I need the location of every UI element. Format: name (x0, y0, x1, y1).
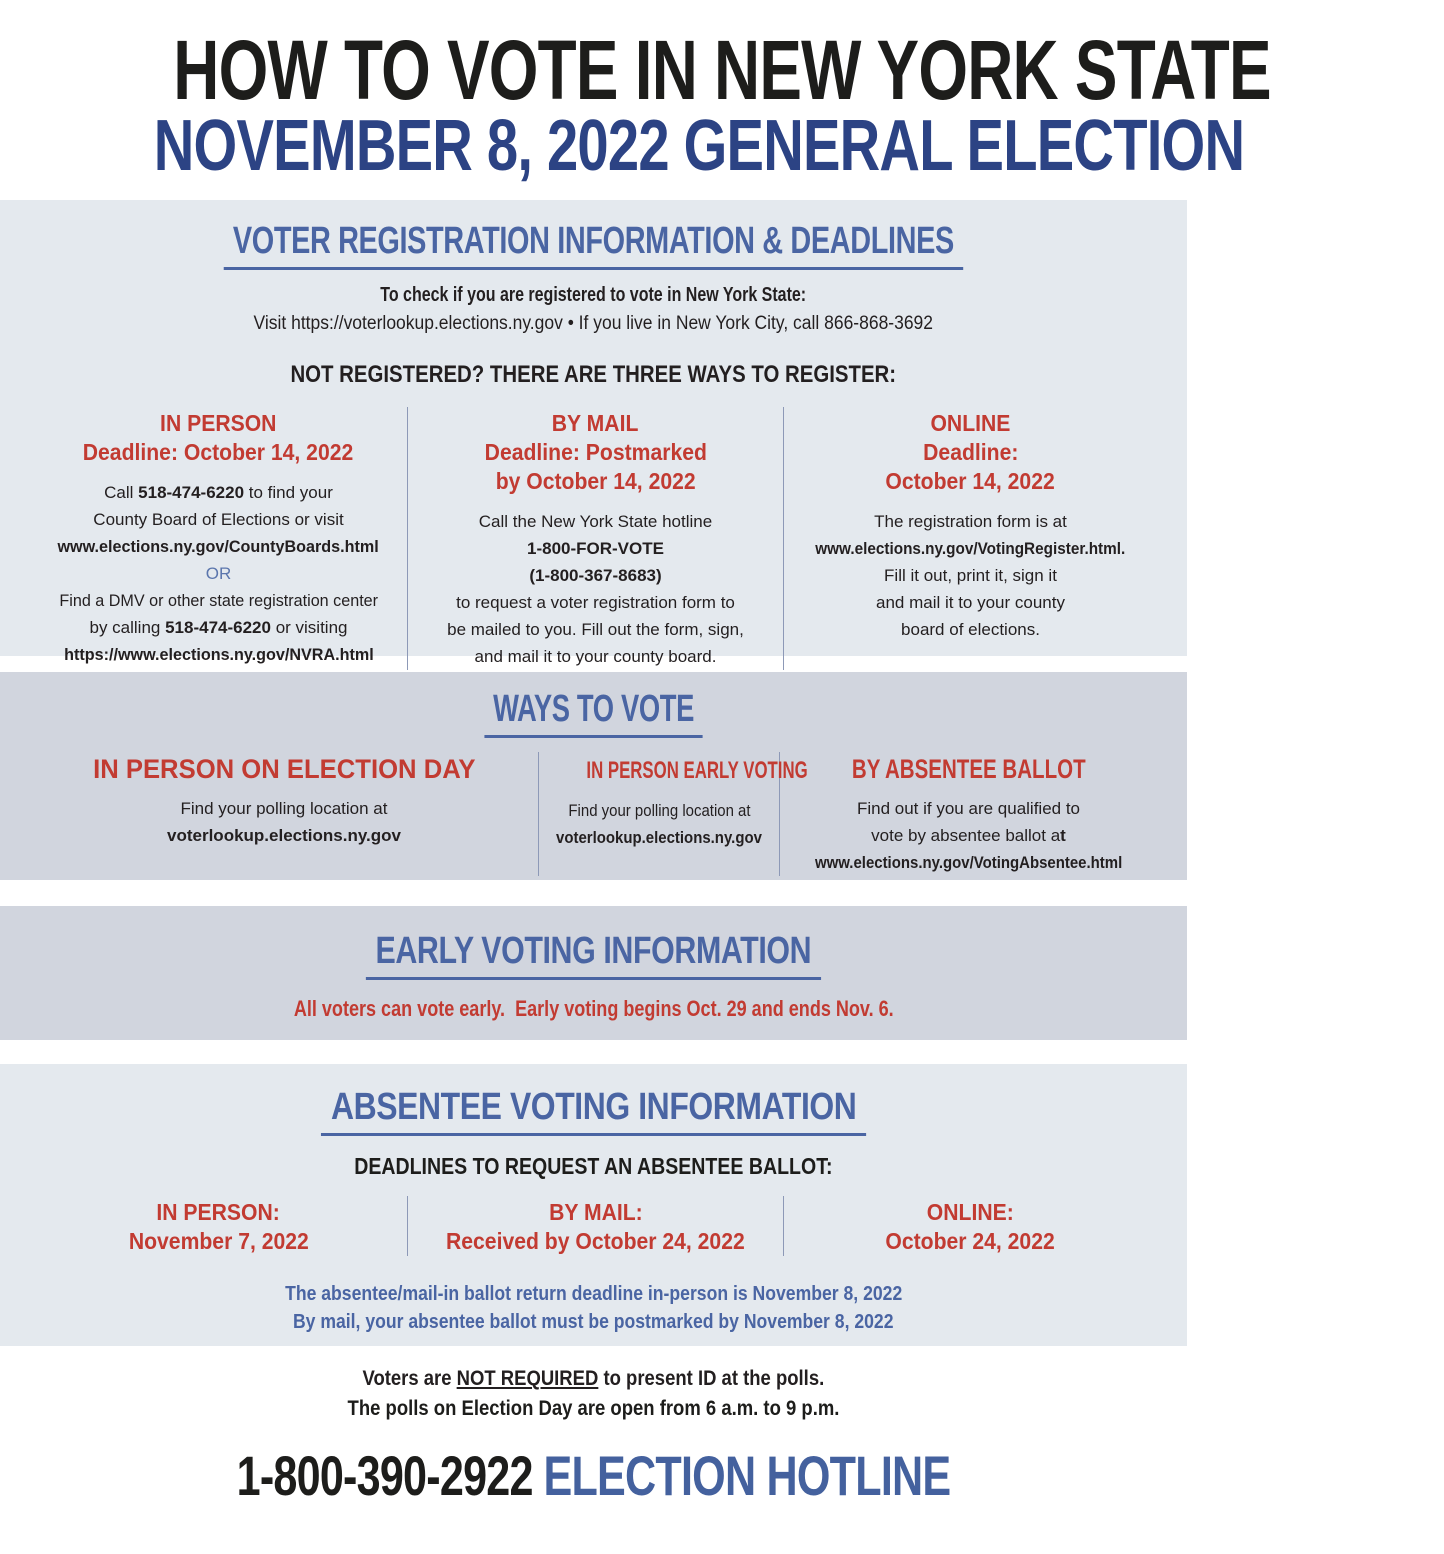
column-header: BY MAIL: Received by October 24, 2022 (446, 1199, 745, 1254)
registration-column-in-person (30, 407, 407, 670)
voter-id-line: Voters are NOT REQUIRED to present ID at the polls. (362, 1367, 825, 1390)
early-voting-message: All voters can vote early. Early voting begins Oct. 29 and ends Nov. 6. (293, 996, 894, 1021)
flyer-header (0, 0, 1271, 200)
section-voter-registration (0, 200, 1187, 666)
poll-hours-line: The polls on Election Day are open from 6 a.m. to 9 p.m. (347, 1397, 840, 1420)
page-title: HOW TO VOTE IN NEW YORK STATE (173, 23, 1271, 117)
column-body: Find your polling location at voterlookup.elections.ny.gov (556, 801, 762, 847)
section-heading-ways-to-vote: WAYS TO VOTE (30, 672, 1157, 738)
ways-column-election-day (30, 752, 538, 876)
absentee-column-online (784, 1196, 1157, 1256)
section-heading-absentee-voting: ABSENTEE VOTING INFORMATION (30, 1064, 1157, 1136)
registration-check-title: To check if you are registered to vote in New York State: (380, 284, 807, 306)
hotline-label: ELECTION HOTLINE (543, 1444, 951, 1507)
absentee-column-by-mail (407, 1196, 784, 1256)
column-header: BY ABSENTEE BALLOT (851, 754, 1086, 784)
column-header: IN PERSON ON ELECTION DAY (92, 754, 476, 784)
column-header: IN PERSON Deadline: October 14, 2022 (83, 410, 354, 465)
ways-to-vote-columns (30, 752, 1157, 876)
registration-three-ways-title: NOT REGISTERED? THERE ARE THREE WAYS TO REGISTER: (290, 361, 897, 388)
section-early-voting (0, 906, 1187, 1040)
column-header: ONLINE: October 24, 2022 (885, 1199, 1056, 1254)
section-ways-to-vote (0, 672, 1187, 880)
election-hotline (0, 1444, 1187, 1507)
column-body: Find out if you are qualified to vote by absentee ballot at www.elections.ny.gov/VotingAbsentee.html (814, 799, 1123, 872)
absentee-note: By mail, your absentee ballot must be postmarked by November 8, 2022 (293, 1311, 894, 1333)
section-absentee-voting (0, 1064, 1187, 1346)
ways-column-absentee-ballot (780, 752, 1157, 876)
registration-check-info: Visit https://voterlookup.elections.ny.gov • If you live in New York City, call 866-868-3692 (253, 313, 934, 334)
section-heading-registration: VOTER REGISTRATION INFORMATION & DEADLINES (30, 200, 1157, 270)
flyer-footer (0, 1346, 1187, 1554)
column-body: Call 518-474-6220 to find your County Board of Elections or visit www.elections.ny.gov/CountyBoards.html OR Find a DMV or other state registration center by calling 518-474-6220 or visiting https://www.elections.ny.gov/NVRA.html (57, 483, 380, 664)
section-heading-early-voting: EARLY VOTING INFORMATION (30, 906, 1157, 980)
absentee-notes (30, 1280, 1157, 1336)
page-subtitle: NOVEMBER 8, 2022 GENERAL ELECTION (153, 106, 1245, 186)
column-body: Call the New York State hotline 1-800-FOR-VOTE (1-800-367-8683) to request a voter registration form to be mailed to you. Fill out the form, sign, and mail it to your county board. (447, 512, 744, 666)
column-header: IN PERSON: November 7, 2022 (128, 1199, 309, 1254)
hotline-number: 1-800-390-2922 (236, 1444, 533, 1507)
column-body: The registration form is at www.elections.ny.gov/VotingRegister.html. Fill it out, print it, sign it and mail it to your county board of elections. (815, 512, 1126, 639)
ways-column-early-voting (538, 752, 808, 876)
registration-column-by-mail (407, 407, 784, 670)
section-gap (0, 1040, 1187, 1064)
registration-columns (30, 407, 1157, 670)
column-body: Find your polling location at voterlookup.elections.ny.gov (167, 799, 401, 845)
registration-column-online (784, 407, 1157, 670)
column-header: BY MAIL Deadline: Postmarked by October 14, 2022 (484, 410, 707, 494)
column-header: IN PERSON EARLY VOTING (586, 757, 808, 784)
column-header: ONLINE Deadline: October 14, 2022 (885, 410, 1056, 494)
absentee-column-in-person (30, 1196, 407, 1256)
absentee-note: The absentee/mail-in ballot return deadline in-person is November 8, 2022 (284, 1283, 903, 1305)
absentee-deadlines-title: DEADLINES TO REQUEST AN ABSENTEE BALLOT: (354, 1153, 833, 1179)
section-gap (0, 880, 1187, 906)
absentee-columns (30, 1196, 1157, 1256)
